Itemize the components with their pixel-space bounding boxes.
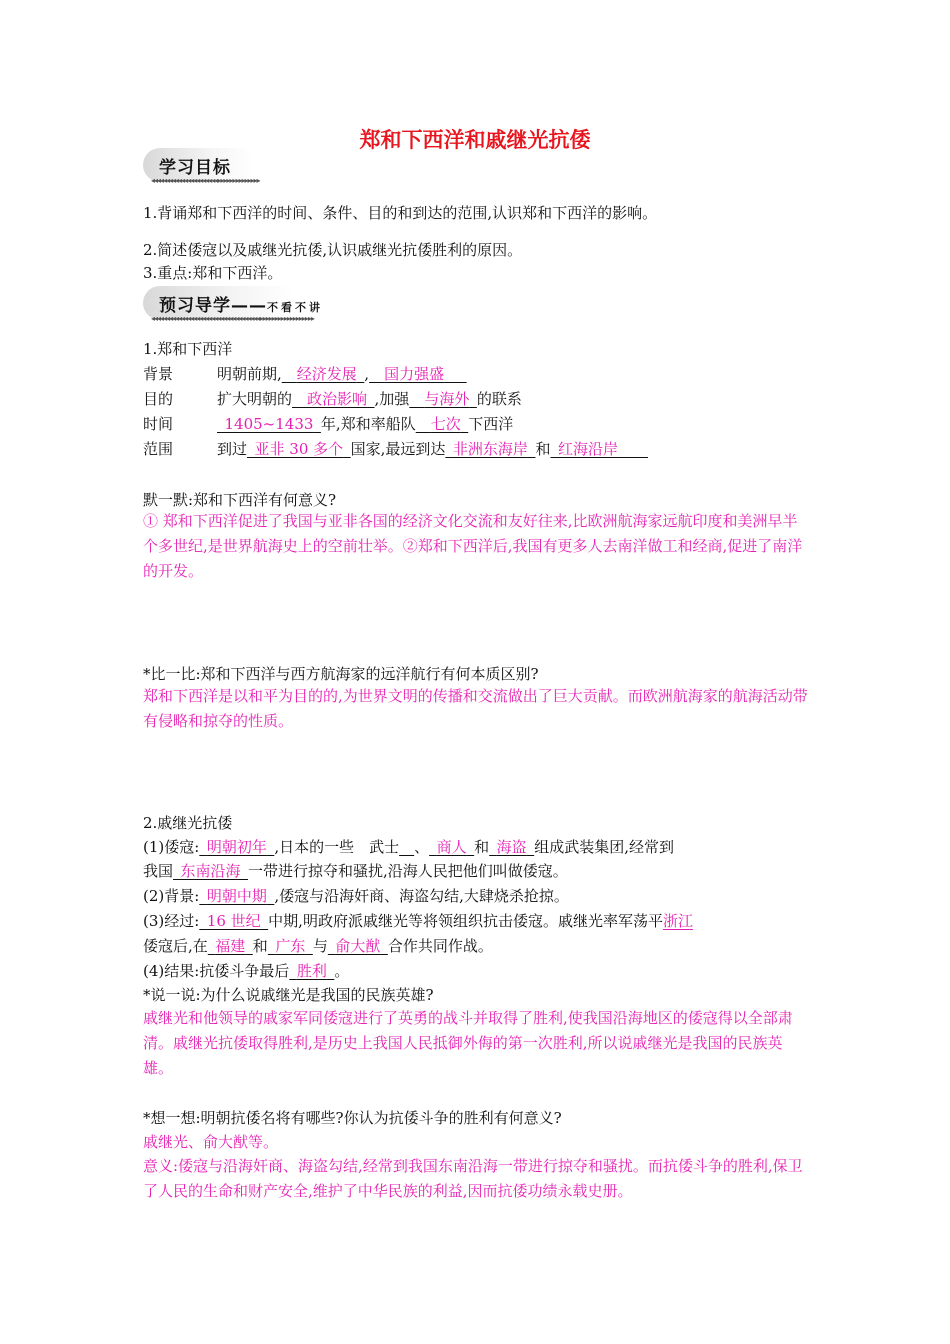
blank — [369, 365, 467, 383]
question-4: *想一想:明朝抗倭名将有哪些?你认为抗倭斗争的胜利有何意义? — [143, 1109, 562, 1127]
row-text: 明朝前期, — [217, 365, 282, 383]
blank — [445, 440, 535, 458]
row-label: 目的 — [143, 390, 174, 408]
row-purpose — [143, 388, 522, 409]
answer: 与海外 — [424, 390, 470, 408]
line-text: ,日本的一些 — [274, 838, 355, 856]
line-text: 和 — [474, 838, 490, 856]
answer: 红海沿岸 — [557, 440, 618, 458]
row-text: 到过 — [217, 440, 248, 458]
line-text: ,倭寇与沿海奸商、海盗勾结,大肆烧杀抢掠。 — [274, 887, 569, 905]
blank — [292, 390, 375, 408]
answer: 明朝中期 — [206, 887, 267, 905]
process-line-1 — [143, 910, 693, 931]
answer: 亚非 30 多个 — [254, 440, 344, 458]
objectives-banner — [143, 148, 278, 184]
banner-subtitle: 不看不讲 — [267, 301, 323, 314]
answer-3: 戚继光和他领导的戚家军同倭寇进行了英勇的战斗并取得了胜利,使我国沿海地区的倭寇得以全部肃清。戚继光抗倭取得胜利,是历史上我国人民抵御外侮的第一次胜利,所以说戚继光是我国的民族英雄。 — [143, 1009, 793, 1077]
line-text: 倭寇后,在 — [143, 937, 208, 955]
line-text: 和 — [252, 937, 268, 955]
banner-label — [159, 291, 323, 316]
answer-2: 郑和下西洋是以和平为目的的,为世界文明的传播和交流做出了巨大贡献。而欧洲航海家的航海活动带有侵略和掠夺的性质。 — [143, 687, 808, 730]
banner-arrow-decoration: ◂◂◂◂◂◂◂◂◂◂◂◂◂◂◂◂◂◂◂◂◂◂▸▸▸▸▸▸▸▸▸▸▸▸▸▸ — [151, 176, 260, 185]
objective-3: 3.重点:郑和下西洋。 — [143, 264, 283, 282]
blank — [199, 838, 274, 856]
row-label: 背景 — [143, 365, 174, 383]
blank — [429, 838, 474, 856]
answer: 福建 — [215, 937, 246, 955]
answer-4-meaning: 意义:倭寇与沿海奸商、海盗勾结,经常到我国东南沿海一带进行掠夺和骚扰。而抗倭斗争的胜利,保卫了人民的生命和财产安全,维护了中华民族的利益,因而抗倭功绩永载史册。 — [143, 1157, 803, 1200]
blank — [282, 365, 365, 383]
banner-label: 学习目标 — [159, 158, 231, 178]
answer: 非洲东海岸 — [452, 440, 528, 458]
row-text: 和 — [535, 440, 551, 458]
line-text: (2)背景: — [143, 887, 200, 905]
blank — [416, 415, 469, 433]
blank — [208, 937, 253, 955]
banner-arrow-decoration: ◂◂◂◂◂◂◂◂◂◂◂◂◂◂◂◂◂◂◂◂◂◂◂◂◂◂◂◂◂◂◂◂◂◂◂◂▸▸▸▸▸▸▸▸▸▸▸▸▸▸▸▸▸▸ — [151, 314, 314, 323]
wokou-line-1 — [143, 836, 674, 857]
answer: 经济发展 — [296, 365, 357, 383]
row-text: 下西洋 — [468, 415, 514, 433]
row-text: , — [364, 365, 370, 383]
row-time — [143, 413, 513, 434]
question-1: 默一默:郑和下西洋有何意义? — [143, 491, 337, 509]
blank — [173, 862, 248, 880]
row-text: 扩大明朝的 — [217, 390, 293, 408]
line-text: 我国 — [143, 862, 174, 880]
blank — [199, 887, 274, 905]
blank — [550, 440, 648, 458]
section1-heading: 1.郑和下西洋 — [143, 340, 233, 358]
answer: 广东 — [275, 937, 306, 955]
row-text: 年,郑和率船队 — [320, 415, 416, 433]
answer: 浙江 — [662, 912, 693, 930]
answer: 政治影响 — [307, 390, 368, 408]
answer: 国力强盛 — [384, 365, 445, 383]
blank — [217, 415, 321, 433]
row-text: ,加强 — [374, 390, 410, 408]
answer: 1405~1433 — [224, 415, 314, 433]
line-text: (1)倭寇: — [143, 838, 200, 856]
answer: 海盗 — [496, 838, 527, 856]
row-label: 时间 — [143, 415, 174, 433]
blank — [199, 912, 268, 930]
line-text: 。 — [334, 962, 350, 980]
answer: 俞大猷 — [335, 937, 381, 955]
answer: 胜利 — [296, 962, 327, 980]
line-text: 、 — [414, 838, 430, 856]
row-label: 范围 — [143, 440, 174, 458]
line-text: 武士 — [369, 838, 400, 856]
answer: 明朝初年 — [206, 838, 267, 856]
result-line — [143, 960, 349, 981]
blank — [328, 937, 388, 955]
background-line — [143, 885, 569, 906]
answer: 16 世纪 — [206, 912, 261, 930]
blank — [268, 937, 313, 955]
page-title: 郑和下西洋和戚继光抗倭 — [359, 128, 591, 152]
line-text: 合作共同作战。 — [387, 937, 493, 955]
row-text: 的联系 — [476, 390, 522, 408]
line-text: (3)经过: — [143, 912, 200, 930]
banner-title: 预习导学 — [159, 296, 231, 316]
row-background — [143, 363, 467, 384]
answer: 七次 — [430, 415, 461, 433]
wokou-line-2 — [143, 860, 568, 881]
answer: 东南沿海 — [180, 862, 241, 880]
blank — [247, 440, 351, 458]
question-3: *说一说:为什么说戚继光是我国的民族英雄? — [143, 986, 434, 1004]
answer-1: ① 郑和下西洋促进了我国与亚非各国的经济文化交流和友好往来,比欧洲航海家远航印度和美洲早半个多世纪,是世界航海史上的空前壮举。②郑和下西洋后,我国有更多人去南洋做工和经商,促进了南洋的开发。 — [143, 512, 803, 580]
blank — [409, 390, 477, 408]
blank — [489, 838, 534, 856]
objective-1: 1.背诵郑和下西洋的时间、条件、目的和到达的范围,认识郑和下西洋的影响。 — [143, 204, 658, 222]
answer-4-names: 戚继光、俞大猷等。 — [143, 1133, 279, 1151]
row-range — [143, 438, 648, 459]
line-text: 与 — [312, 937, 328, 955]
question-2: *比一比:郑和下西洋与西方航海家的远洋航行有何本质区别? — [143, 665, 539, 683]
row-text: 国家,最远到达 — [350, 440, 446, 458]
blank — [399, 838, 414, 856]
line-text: (4)结果:抗倭斗争最后 — [143, 962, 290, 980]
section2-heading: 2.戚继光抗倭 — [143, 814, 233, 832]
line-text: 组成武装集团,经常到 — [534, 838, 674, 856]
preview-banner — [143, 286, 368, 322]
objective-2: 2.简述倭寇以及戚继光抗倭,认识戚继光抗倭胜利的原因。 — [143, 241, 523, 259]
process-line-2 — [143, 935, 493, 956]
answer: 商人 — [436, 838, 467, 856]
blank — [289, 962, 334, 980]
banner-dash: —— — [231, 296, 267, 316]
line-text: 一带进行掠夺和骚扰,沿海人民把他们叫做倭寇。 — [248, 862, 568, 880]
line-text: 中期,明政府派戚继光等将领组织抗击倭寇。戚继光率军荡平 — [268, 912, 663, 930]
